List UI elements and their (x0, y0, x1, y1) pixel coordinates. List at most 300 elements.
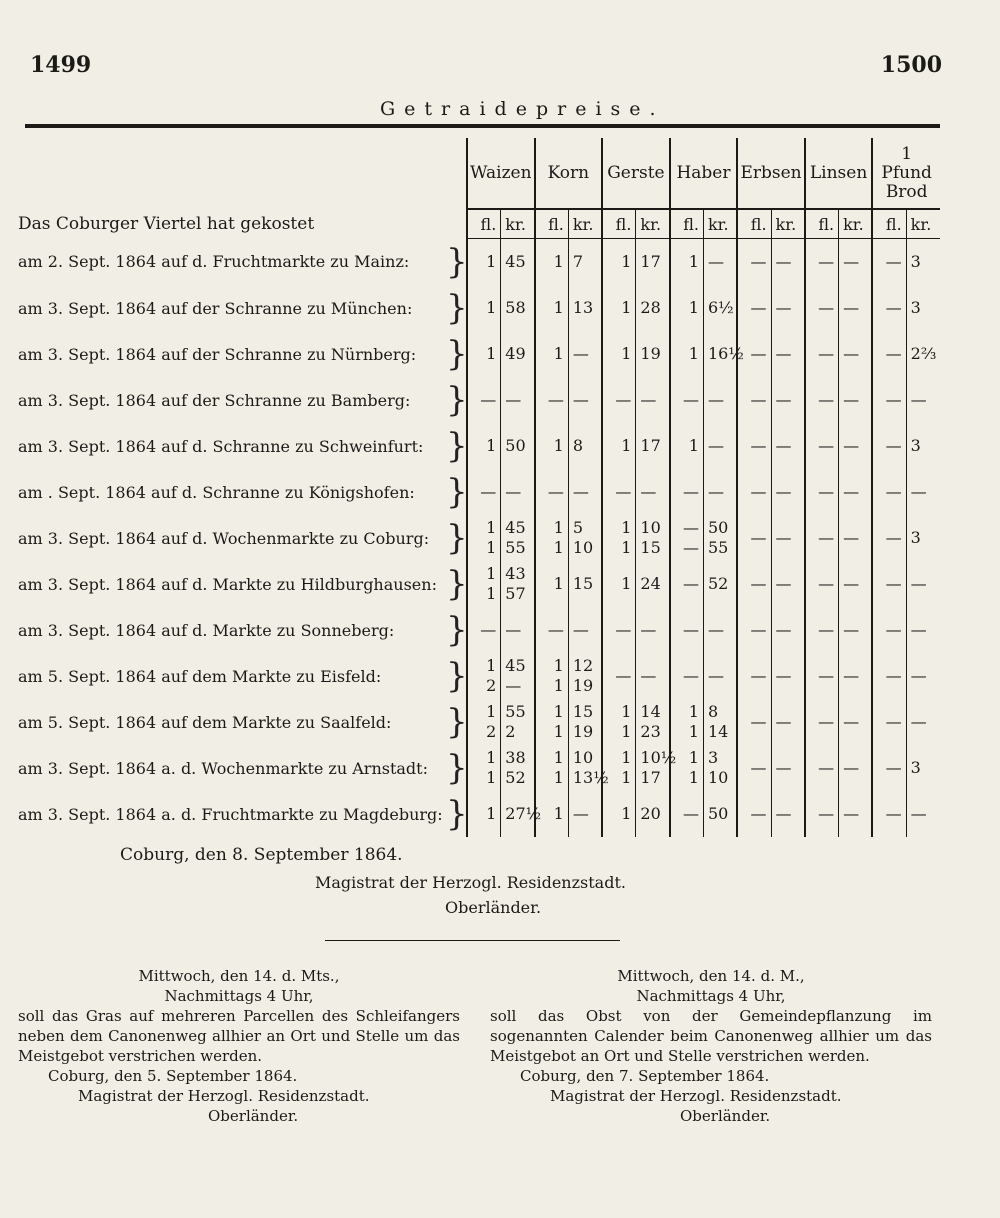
row-label: am 5. Sept. 1864 auf dem Markte zu Saalfeld: (18, 712, 392, 732)
cell-value: 12 (572, 656, 594, 675)
cell-value: — (750, 574, 767, 593)
header-brace-spacer (446, 138, 467, 209)
brace-glyph: } (446, 748, 468, 788)
cell-fl (535, 515, 569, 561)
brace-glyph: } (446, 518, 468, 558)
cell-kr (568, 331, 602, 377)
cell-kr (501, 239, 535, 286)
cell-kr (839, 561, 873, 607)
notice-left-date-line: Mittwoch, den 14. d. Mts., (138, 967, 340, 985)
cell-value: 1 (621, 518, 632, 537)
cell-value: 1 (553, 702, 564, 721)
cell-value: — (682, 518, 699, 537)
cell-kr (906, 239, 940, 286)
cell-value: 13½ (572, 768, 609, 787)
cell-kr (771, 607, 805, 653)
row-label: am 3. Sept. 1864 auf der Schranne zu Bamberg: (18, 390, 411, 410)
cell-value: — (775, 344, 792, 363)
cell-kr (906, 791, 940, 837)
cell-kr (839, 331, 873, 377)
cell-value: — (910, 574, 927, 593)
unit-kr: kr. (568, 209, 602, 239)
cell-value: — (910, 804, 927, 823)
cell-kr (839, 653, 873, 699)
cell-value: 1 (621, 298, 632, 317)
cell-value: 20 (640, 804, 661, 823)
notice-right (490, 966, 932, 1126)
cell-value: — (707, 390, 724, 409)
cell-value: 1 (553, 748, 564, 767)
cell-fl (872, 469, 906, 515)
cell-value: 1 (486, 564, 497, 583)
cell-value: 58 (505, 298, 526, 317)
unit-fl: fl. (737, 209, 771, 239)
cell-value: — (818, 436, 835, 455)
cell-value: 3 (910, 528, 921, 547)
cell-value: 17 (640, 252, 661, 271)
cell-fl (670, 607, 704, 653)
price-rows (18, 239, 940, 838)
cell-value: — (818, 804, 835, 823)
cell-value: 1 (486, 768, 497, 787)
cell-value: — (640, 620, 657, 639)
table-row (18, 515, 940, 561)
cell-value: 1 (688, 298, 699, 317)
cell-fl (872, 791, 906, 837)
cell-kr (636, 285, 670, 331)
brace-glyph: } (446, 241, 468, 282)
unit-fl: fl. (467, 209, 501, 239)
cell-value: 1 (486, 436, 497, 455)
cell-value: — (775, 482, 792, 501)
cell-value: 1 (553, 252, 564, 271)
cell-kr (501, 561, 535, 607)
cell-value: — (615, 390, 632, 409)
cell-value: — (885, 390, 902, 409)
cell-value: 50 (707, 804, 729, 823)
cell-kr (568, 699, 602, 745)
cell-value: — (505, 676, 522, 695)
brace-glyph: } (446, 702, 468, 742)
cell-fl (602, 239, 636, 286)
column-header: Linsen (805, 138, 873, 209)
cell-value: — (750, 344, 767, 363)
cell-kr (636, 423, 670, 469)
cell-kr (906, 607, 940, 653)
cell-value: 3 (910, 436, 921, 455)
cell-fl (535, 239, 569, 286)
column-header: Haber (670, 138, 738, 209)
cell-value: 50 (707, 518, 729, 537)
cell-kr (703, 423, 737, 469)
cell-kr (636, 377, 670, 423)
cell-value: 10 (572, 748, 594, 767)
cell-value: — (775, 666, 792, 685)
cell-value: 1 (553, 298, 564, 317)
cell-kr (703, 791, 737, 837)
cell-kr (501, 423, 535, 469)
cell-fl (535, 423, 569, 469)
cell-kr (839, 377, 873, 423)
row-label: am 3. Sept. 1864 a. d. Fruchtmarkte zu Magdeburg: (18, 804, 443, 824)
cell-value: 23 (640, 722, 661, 741)
cell-value: 45 (505, 656, 526, 675)
cell-value: — (818, 712, 835, 731)
cell-kr (839, 607, 873, 653)
cell-fl (737, 469, 771, 515)
cell-value: 1 (621, 252, 632, 271)
cell-value: 1 (486, 538, 497, 557)
cell-value: — (750, 298, 767, 317)
cell-kr (839, 745, 873, 791)
cell-fl (670, 423, 704, 469)
cell-fl (535, 653, 569, 699)
cell-value: — (818, 758, 835, 777)
cell-fl (602, 653, 636, 699)
cell-value: — (682, 620, 699, 639)
cell-value: — (843, 712, 860, 731)
cell-value: 17 (640, 436, 661, 455)
cell-value: 1 (621, 344, 632, 363)
cell-value: — (750, 666, 767, 685)
cell-value: 49 (505, 344, 526, 363)
cell-value: — (910, 390, 927, 409)
brace-glyph: } (446, 610, 468, 650)
brace-glyph: } (446, 564, 468, 604)
cell-kr (771, 561, 805, 607)
cell-kr (906, 745, 940, 791)
cell-kr (501, 699, 535, 745)
row-heading: Das Coburger Viertel hat gekostet (18, 213, 315, 234)
cell-kr (839, 699, 873, 745)
cell-value: — (750, 252, 767, 271)
cell-kr (839, 423, 873, 469)
cell-value: 1 (486, 702, 497, 721)
cell-value: 1 (621, 748, 632, 767)
cell-value: — (682, 574, 699, 593)
cell-fl (602, 423, 636, 469)
unit-kr: kr. (839, 209, 873, 239)
cell-kr (703, 607, 737, 653)
cell-value: — (843, 804, 860, 823)
cell-value: 17 (640, 768, 661, 787)
cell-value: — (480, 390, 497, 409)
notice-right-name: Oberländer. (680, 1107, 771, 1125)
cell-value: — (572, 804, 589, 823)
brace-glyph: } (446, 288, 468, 328)
cell-fl (872, 745, 906, 791)
cell-kr (636, 699, 670, 745)
cell-value: 1 (621, 804, 632, 823)
cell-value: 19 (572, 676, 594, 695)
cell-kr (636, 469, 670, 515)
cell-value: — (885, 712, 902, 731)
cell-kr (568, 607, 602, 653)
cell-value: — (547, 620, 564, 639)
cell-fl (535, 285, 569, 331)
cell-value: 1 (621, 574, 632, 593)
brace-glyph: } (446, 656, 468, 696)
cell-kr (568, 285, 602, 331)
cell-value: 1 (553, 538, 564, 557)
cell-kr (906, 331, 940, 377)
cell-fl (737, 515, 771, 561)
table-row (18, 239, 940, 286)
cell-value: 1 (621, 768, 632, 787)
cell-kr (771, 515, 805, 561)
unit-fl: fl. (872, 209, 906, 239)
header-row (18, 138, 940, 209)
cell-kr (906, 423, 940, 469)
cell-fl (670, 653, 704, 699)
cell-kr (501, 515, 535, 561)
cell-kr (636, 791, 670, 837)
cell-value: — (843, 758, 860, 777)
title-rule (25, 124, 940, 128)
cell-kr (771, 699, 805, 745)
cell-value: — (843, 390, 860, 409)
unit-fl: fl. (602, 209, 636, 239)
cell-value: — (885, 528, 902, 547)
cell-kr (501, 377, 535, 423)
cell-fl (872, 423, 906, 469)
unit-kr: kr. (703, 209, 737, 239)
cell-value: 3 (910, 298, 921, 317)
cell-value: 1 (486, 584, 497, 603)
cell-fl (670, 469, 704, 515)
cell-fl (805, 607, 839, 653)
cell-value: — (885, 252, 902, 271)
notice-right-time-line: Nachmittags 4 Uhr, (636, 987, 786, 1005)
cell-kr (636, 653, 670, 699)
cell-fl (670, 699, 704, 745)
cell-fl (670, 239, 704, 286)
cell-value: — (885, 574, 902, 593)
notice-left-magistrate: Magistrat der Herzogl. Residenzstadt. (78, 1087, 370, 1105)
cell-value: — (480, 482, 497, 501)
cell-value: — (547, 390, 564, 409)
cell-kr (906, 699, 940, 745)
cell-kr (839, 791, 873, 837)
cell-value: — (775, 252, 792, 271)
cell-value: — (682, 390, 699, 409)
cell-kr (771, 239, 805, 286)
cell-value: — (775, 436, 792, 455)
signoff-magistrate: Magistrat der Herzogl. Residenzstadt. (315, 873, 626, 892)
cell-value: — (750, 620, 767, 639)
cell-value: — (843, 252, 860, 271)
cell-fl (467, 607, 501, 653)
cell-value: 15 (572, 702, 594, 721)
table-row (18, 699, 940, 745)
cell-value: 10 (707, 768, 729, 787)
unit-kr: kr. (906, 209, 940, 239)
cell-value: 1 (553, 656, 564, 675)
cell-fl (805, 561, 839, 607)
cell-fl (737, 285, 771, 331)
cell-fl (602, 515, 636, 561)
cell-fl (535, 331, 569, 377)
notice-left (18, 966, 460, 1126)
cell-value: 1 (553, 518, 564, 537)
cell-value: 1 (486, 804, 497, 823)
table-row (18, 745, 940, 791)
cell-value: — (572, 344, 589, 363)
cell-value: — (707, 252, 724, 271)
cell-fl (737, 653, 771, 699)
cell-fl (737, 239, 771, 286)
cell-value: 5 (572, 518, 584, 537)
brace-glyph: } (446, 334, 468, 374)
cell-value: — (775, 574, 792, 593)
cell-fl (535, 469, 569, 515)
cell-value: — (843, 344, 860, 363)
cell-fl (602, 607, 636, 653)
cell-value: — (750, 528, 767, 547)
row-label: am 3. Sept. 1864 auf d. Markte zu Hildburghausen: (18, 574, 437, 594)
cell-value: 15 (640, 538, 661, 557)
page-title: Getraidepreise. (380, 98, 665, 120)
cell-value: 1 (486, 298, 497, 317)
cell-value: — (750, 712, 767, 731)
table-row (18, 285, 940, 331)
cell-value: 1 (688, 436, 699, 455)
cell-fl (872, 239, 906, 286)
row-label: am 3. Sept. 1864 a. d. Wochenmarkte zu Arnstadt: (18, 758, 428, 778)
cell-value: 52 (707, 574, 729, 593)
cell-value: 3 (910, 252, 921, 271)
brace-glyph: } (446, 426, 468, 466)
unit-row (18, 209, 940, 239)
cell-fl (737, 745, 771, 791)
table-row (18, 561, 940, 607)
cell-value: 2 (486, 676, 497, 695)
cell-value: 8 (707, 702, 719, 721)
notice-left-time-line: Nachmittags 4 Uhr, (164, 987, 314, 1005)
cell-kr (906, 377, 940, 423)
unit-kr: kr. (501, 209, 535, 239)
cell-fl (872, 377, 906, 423)
cell-value: 7 (572, 252, 584, 271)
cell-value: — (910, 712, 927, 731)
cell-value: — (572, 482, 589, 501)
cell-fl (467, 377, 501, 423)
cell-value: — (640, 666, 657, 685)
cell-kr (771, 377, 805, 423)
cell-value: — (615, 666, 632, 685)
cell-value: 27½ (505, 804, 542, 823)
cell-kr (703, 745, 737, 791)
cell-value: 1 (486, 344, 497, 363)
cell-value: 1 (621, 702, 632, 721)
cell-value: — (707, 436, 724, 455)
cell-value: 14 (707, 722, 729, 741)
cell-value: — (843, 298, 860, 317)
cell-fl (467, 653, 501, 699)
cell-value: 28 (640, 298, 661, 317)
cell-value: 52 (505, 768, 526, 787)
row-label: am 5. Sept. 1864 auf dem Markte zu Eisfeld: (18, 666, 382, 686)
cell-kr (636, 331, 670, 377)
cell-value: — (682, 666, 699, 685)
cell-fl (737, 791, 771, 837)
cell-kr (501, 285, 535, 331)
cell-value: — (910, 666, 927, 685)
brace-glyph: } (446, 472, 468, 512)
cell-value: — (818, 390, 835, 409)
cell-value: 1 (621, 436, 632, 455)
cell-value: — (885, 758, 902, 777)
cell-value: 1 (553, 768, 564, 787)
notice-right-body: soll das Obst von der Gemeindepflanzung im sogenannten Calender beim Canonenweg allhier um das Meistgebot an Ort und Stelle verstrichen werden. (490, 1007, 932, 1065)
cell-value: — (572, 620, 589, 639)
cell-fl (872, 653, 906, 699)
cell-value: — (750, 482, 767, 501)
cell-value: 3 (910, 758, 921, 777)
cell-kr (906, 469, 940, 515)
cell-value: 8 (572, 436, 584, 455)
notice-right-place-date: Coburg, den 7. September 1864. (520, 1067, 770, 1085)
cell-value: — (775, 712, 792, 731)
table-row (18, 377, 940, 423)
cell-kr (839, 515, 873, 561)
row-label: am 3. Sept. 1864 auf d. Markte zu Sonneberg: (18, 620, 395, 640)
cell-value: — (843, 666, 860, 685)
cell-fl (467, 791, 501, 837)
table-row (18, 469, 940, 515)
cell-fl (737, 561, 771, 607)
cell-value: 1 (553, 804, 564, 823)
cell-value: — (775, 298, 792, 317)
row-label: am 3. Sept. 1864 auf d. Wochenmarkte zu Coburg: (18, 528, 430, 548)
cell-value: 10 (572, 538, 594, 557)
cell-value: 45 (505, 252, 526, 271)
cell-value: 24 (640, 574, 661, 593)
unit-fl: fl. (670, 209, 704, 239)
row-label: am 2. Sept. 1864 auf d. Fruchtmarkte zu Mainz: (18, 252, 410, 272)
cell-value: — (818, 666, 835, 685)
header-spacer (18, 138, 446, 209)
column-header: Korn (535, 138, 603, 209)
cell-kr (501, 607, 535, 653)
cell-fl (805, 515, 839, 561)
brace-glyph: } (446, 380, 468, 420)
cell-value: 1 (688, 722, 699, 741)
cell-fl (535, 377, 569, 423)
cell-kr (771, 791, 805, 837)
cell-value: 43 (505, 564, 526, 583)
cell-value: 16½ (707, 344, 744, 363)
cell-value: 3 (707, 748, 719, 767)
cell-fl (602, 561, 636, 607)
cell-value: 13 (572, 298, 594, 317)
cell-value: 45 (505, 518, 526, 537)
cell-value: — (885, 666, 902, 685)
cell-fl (602, 285, 636, 331)
cell-value: — (885, 298, 902, 317)
cell-value: 10 (640, 518, 661, 537)
cell-kr (906, 515, 940, 561)
cell-value: — (775, 620, 792, 639)
page-number-left: 1499 (30, 52, 92, 78)
cell-fl (670, 377, 704, 423)
cell-value: 1 (688, 748, 699, 767)
cell-kr (501, 469, 535, 515)
unit-brace-spacer (446, 209, 467, 239)
cell-kr (703, 285, 737, 331)
cell-value: — (843, 482, 860, 501)
cell-value: — (750, 758, 767, 777)
